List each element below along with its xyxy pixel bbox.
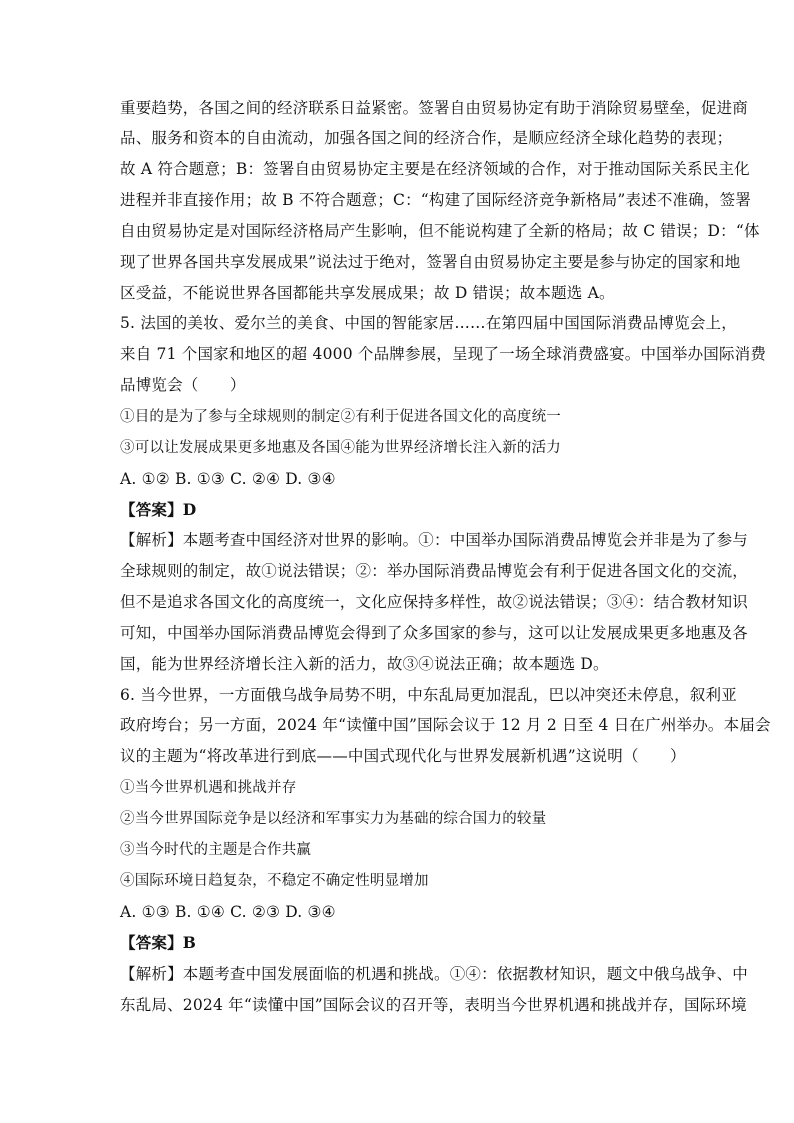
text-line: 重要趋势，各国之间的经济联系日益紧密。签署自由贸易协定有助于消除贸易壁垒，促进商: [120, 99, 749, 117]
text-line: 现了世界各国共享发展成果”说法过于绝对，签署自由贸易协定主要是参与协定的国家和地: [120, 253, 741, 271]
question-5-choices: A. ①② B. ①③ C. ②④ D. ③④: [120, 470, 336, 488]
text-line: 品、服务和资本的自由流动，加强各国之间的经济合作，是顺应经济全球化趋势的表现；: [120, 129, 733, 147]
question-5-stem: 5. 法国的美妆、爱尔兰的美食、中国的智能家居……在第四届中国国际消费品博览会上，: [120, 314, 737, 332]
text-line: 全球规则的制定，故①说法错误；②：举办国际消费品博览会有利于促进各国文化的交流，: [120, 562, 749, 580]
text-line: 政府垮台；另一方面，2024 年“读懂中国”国际会议于 12 月 2 日至 4 日在广州举办。本届会: [120, 716, 771, 734]
text-line: 国，能为世界经济增长注入新的活力，故③④说法正确；故本题选 D。: [120, 655, 609, 673]
question-6-option-4: ④国际环境日趋复杂，不稳定不确定性明显增加: [120, 873, 429, 889]
question-5-answer: 【答案】D: [120, 500, 197, 519]
text-line: 自由贸易协定是对国际经济格局产生影响，但不能说构建了全新的格局；故 C 错误；D：“体: [120, 222, 760, 240]
text-line: 可知，中国举办国际消费品博览会得到了众多国家的参与，这可以让发展成果更多地惠及各: [120, 624, 749, 642]
text-line: 品博览会（ ）: [120, 376, 246, 394]
text-line: 区受益，不能说世界各国都能共享发展成果；故 D 错误；故本题选 A。: [120, 284, 615, 302]
question-6-option-3: ③当今时代的主题是合作共赢: [120, 842, 312, 858]
question-6-answer: 【答案】B: [120, 933, 197, 952]
question-6-option-1: ①当今世界机遇和挑战并存: [120, 780, 297, 796]
question-6-choices: A. ①③ B. ①④ C. ②③ D. ③④: [120, 903, 336, 921]
question-5-option-line: ①目的是为了参与全球规则的制定②有利于促进各国文化的高度统一: [120, 409, 561, 425]
text-line: 进程并非直接作用；故 B 不符合题意；C：“构建了国际经济竞争新格局”表述不准确，签署: [120, 191, 752, 209]
text-line: 但不是追求各国文化的高度统一，文化应保持多样性，故②说法错误；③④：结合教材知识: [120, 593, 749, 611]
question-6-analysis: 【解析】本题考查中国发展面临的机遇和挑战。①④：依据教材知识，题文中俄乌战争、中: [120, 965, 749, 983]
text-line: 故 A 符合题意；B：签署自由贸易协定主要是在经济领域的合作，对于推动国际关系民主化: [120, 160, 750, 178]
text-line: 议的主题为“将改革进行到底——中国式现代化与世界发展新机遇”这说明（ ）: [120, 747, 686, 765]
text-line: 东乱局、2024 年“读懂中国”国际会议的召开等，表明当今世界机遇和挑战并存，国际环境: [120, 996, 747, 1014]
question-5-analysis: 【解析】本题考查中国经济对世界的影响。①：中国举办国际消费品博览会并非是为了参与: [120, 531, 749, 549]
question-6-stem: 6. 当今世界，一方面俄乌战争局势不明，中东乱局更加混乱，巴以冲突还未停息，叙利亚: [120, 686, 737, 704]
question-5-option-line: ③可以让发展成果更多地惠及各国④能为世界经济增长注入新的活力: [120, 440, 561, 456]
text-line: 来自 71 个国家和地区的超 4000 个品牌参展，呈现了一场全球消费盛宴。中国举办国际消费: [120, 345, 767, 363]
question-6-option-2: ②当今世界国际竞争是以经济和军事实力为基础的综合国力的较量: [120, 811, 547, 827]
